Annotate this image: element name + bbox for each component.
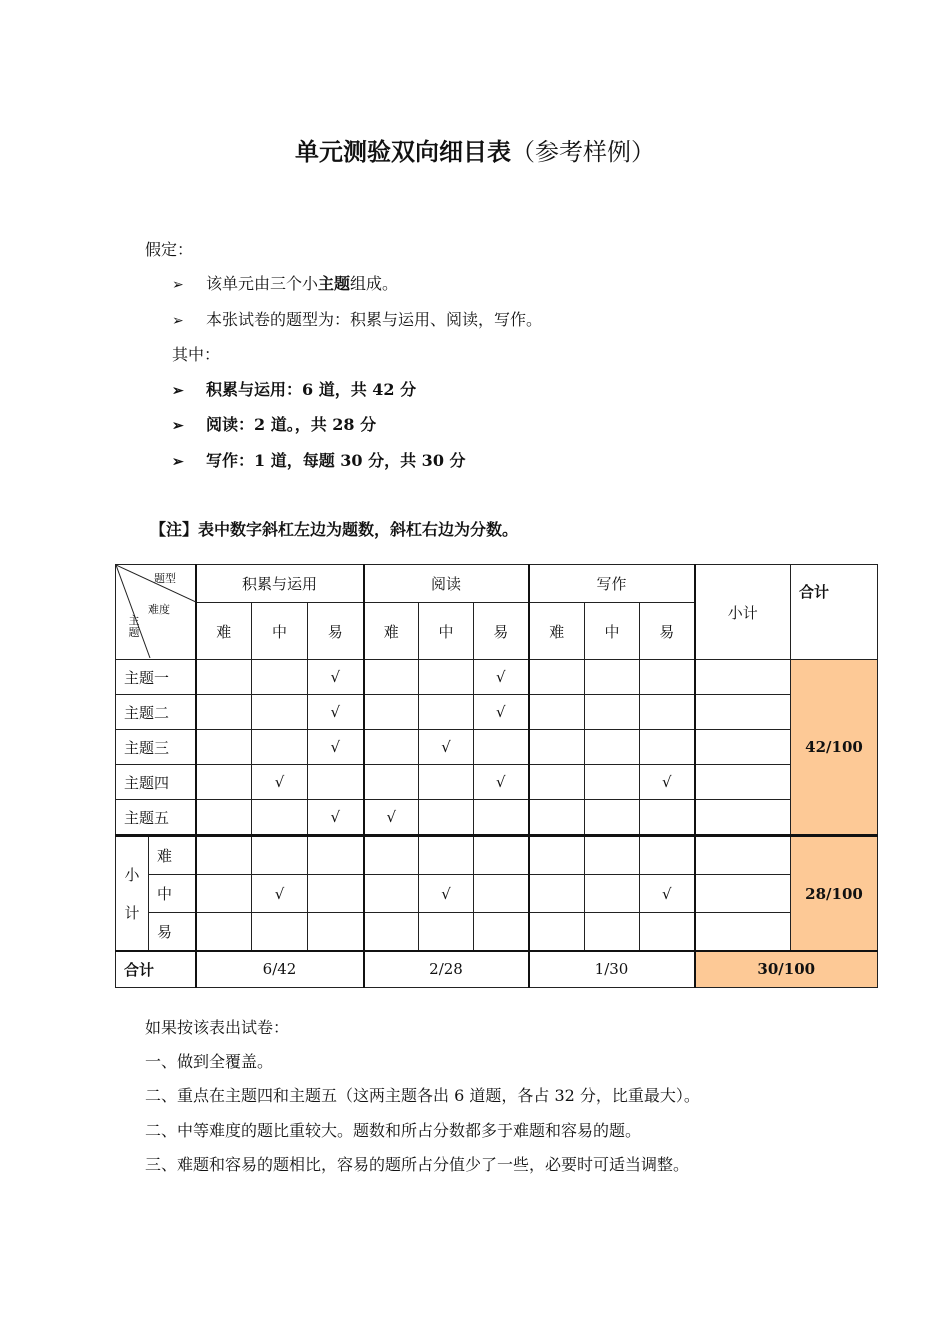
conclusion-heading: 如果按该表出试卷： — [145, 1018, 290, 1037]
level-hard: 难 — [529, 603, 585, 660]
conclusion-item-4: 三、难题和容易的题相比，容易的题所占分值少了一些，必要时可适当调整。 — [145, 1155, 690, 1174]
check-mark: √ — [308, 800, 364, 836]
check-mark: √ — [252, 765, 308, 800]
level-hard: 难 — [196, 603, 252, 660]
corner-topic-label: 主 题 — [128, 614, 140, 639]
title-paren: （参考样例） — [511, 138, 655, 166]
level-hard: 难 — [149, 836, 196, 875]
group-header-1: 积累与运用 — [196, 565, 364, 603]
table-note: 【注】表中数字斜杠左边为题数，斜杠右边为分数。 — [150, 520, 519, 539]
check-mark: √ — [364, 800, 419, 836]
spec-table — [115, 564, 878, 988]
conclusion-item-2: 二、重点在主题四和主题五（这两主题各出 6 道题，各占 32 分，比重最大）。 — [145, 1086, 700, 1105]
check-mark: √ — [474, 660, 529, 695]
level-easy: 易 — [474, 603, 529, 660]
detail-item-2: ➢ 阅读：2 道。，共 28 分 — [172, 415, 377, 434]
level-medium: 中 — [419, 603, 474, 660]
check-mark: √ — [308, 660, 364, 695]
subtotal-row-label: 小 计 — [116, 836, 149, 952]
topic-label-2: 主题二 — [116, 695, 196, 730]
level-easy: 易 — [149, 913, 196, 952]
arrow-bullet-icon: ➢ — [172, 454, 184, 470]
topic-label-5: 主题五 — [116, 800, 196, 836]
group-total-1: 6/42 — [196, 951, 364, 987]
topic-label-4: 主题四 — [116, 765, 196, 800]
grand-total: 30/100 — [695, 951, 878, 987]
assumption-item-1: ➢ 该单元由三个小主题组成。 — [172, 274, 399, 293]
group-total-3: 1/30 — [529, 951, 695, 987]
arrow-bullet-icon: ➢ — [172, 383, 184, 399]
check-mark: √ — [474, 695, 529, 730]
level-medium: 中 — [252, 603, 308, 660]
group-header-2: 阅读 — [364, 565, 529, 603]
topic-label-1: 主题一 — [116, 660, 196, 695]
detail-item-3: ➢ 写作：1 道，每题 30 分，共 30 分 — [172, 451, 466, 470]
corner-difficulty-label: 难度 — [148, 603, 170, 616]
topics-total: 42/100 — [791, 660, 878, 836]
check-mark: √ — [308, 695, 364, 730]
level-easy: 易 — [640, 603, 695, 660]
page-title — [0, 132, 950, 167]
total-col-header: 合计 — [791, 565, 878, 660]
level-easy: 易 — [308, 603, 364, 660]
conclusion-item-1: 一、做到全覆盖。 — [145, 1052, 274, 1071]
group-header-3: 写作 — [529, 565, 695, 603]
check-mark: √ — [474, 765, 529, 800]
level-medium: 中 — [585, 603, 640, 660]
arrow-bullet-icon: ➢ — [172, 418, 184, 434]
detail-item-1: ➢ 积累与运用：6 道，共 42 分 — [172, 380, 417, 399]
check-mark: √ — [419, 730, 474, 765]
conclusion-item-3: 二、中等难度的题比重较大。题数和所占分数都多于难题和容易的题。 — [145, 1121, 642, 1140]
title-main: 单元测验双向细目表 — [295, 138, 511, 166]
check-mark: √ — [308, 730, 364, 765]
check-mark: √ — [252, 875, 308, 913]
assumption-subheading: 其中： — [172, 345, 221, 364]
arrow-bullet-icon: ➢ — [172, 313, 184, 329]
check-mark: √ — [640, 765, 695, 800]
check-mark: √ — [419, 875, 474, 913]
corner-header — [116, 565, 196, 660]
subtotal-col-header: 小计 — [695, 565, 791, 660]
subtotal-total: 28/100 — [791, 836, 878, 952]
group-total-2: 2/28 — [364, 951, 529, 987]
check-mark: √ — [640, 875, 695, 913]
total-row-label: 合计 — [116, 951, 196, 987]
corner-type-label: 题型 — [154, 572, 176, 585]
arrow-bullet-icon: ➢ — [172, 277, 184, 293]
topic-label-3: 主题三 — [116, 730, 196, 765]
level-hard: 难 — [364, 603, 419, 660]
assumption-item-2: ➢ 本张试卷的题型为：积累与运用、阅读，写作。 — [172, 310, 543, 329]
assumption-heading: 假定： — [145, 240, 194, 259]
level-medium: 中 — [149, 875, 196, 913]
